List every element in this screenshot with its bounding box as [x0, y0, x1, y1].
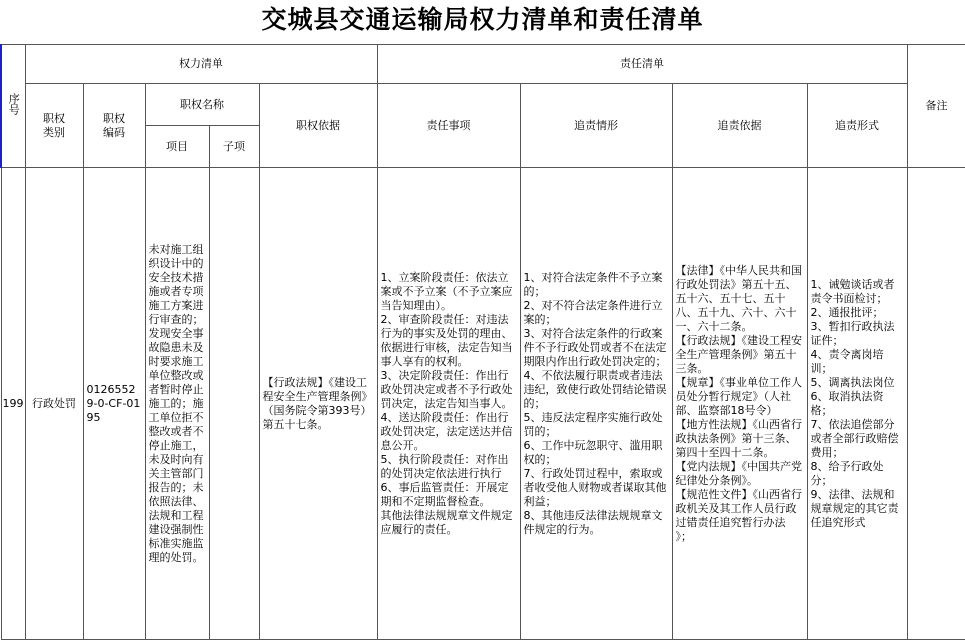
row-item-cell [145, 168, 209, 640]
row-accountability-form-cell [807, 168, 907, 640]
basis-header: 职权依据 [259, 84, 377, 168]
remarks-header: 备注 [907, 45, 965, 168]
row-item: 未对施工组织设计中的安全技术措施或者专项施工方案进行审查的；发现安全事故隐患未及时要求施工单位整改或者暂时停止施工的；施工单位拒不整改或者不停止施工，未及时向有关主管部门报告的；未依照法律、法规和工程建设强制性标准实施监理的处罚。 [148, 242, 204, 564]
row-circumstance: 1、对符合法定条件不予立案的； 2、对不符合法定条件进行立案的； 3、对符合法定条件的行政案件不予行政处罚或者不在法定期限内作出行政处罚决定的； 4、不依法履行职责或者违法违纪，致使行政处罚结论错误的； 5、违反法定程序实施行政处罚的； 6、工作中玩忽职守、滥用职权的； 7、行政处罚过程中，索取或者收受他人财物或者谋取其他利益； 8、其他违反法律法规规章文件规定的行为。 [523, 270, 667, 536]
table-row [1, 168, 965, 640]
row-code-cell [83, 168, 145, 640]
row-circumstance-cell [520, 168, 672, 640]
category-header: 职权 类别 [25, 84, 83, 168]
code-header: 职权 编码 [83, 84, 145, 168]
page-title: 交城县交通运输局权力清单和责任清单 [261, 5, 704, 34]
responsibility-list-header: 责任清单 [377, 45, 907, 84]
accountability-basis-header: 追责依据 [672, 84, 807, 168]
subitem-header: 子项 [209, 126, 259, 168]
row-accountability-basis: 【法律】《中华人民共和国行政处罚法》第五十五、五十六、五十七、五十八、五十九、六十、六十一、六十二条。 【行政法规】《建设工程安全生产管理条例》第五十三条。 【规章】《事业单位工作人员处分暂行规定》（人社部、监察部18号令） 【地方性法规】《山西省行政执法条例》第十三条、第四十至四十二条。 【党内法规】《中国共产党纪律处分条例》。 【规范性文件】《山西省行政机关及其工作人员行政过错责任追究暂行办法 》； [675, 263, 802, 543]
row-category: 行政处罚 [25, 168, 83, 640]
row-remarks [907, 168, 965, 640]
row-accountability-basis-cell [672, 168, 807, 640]
circumstance-header: 追责情形 [520, 84, 672, 168]
row-basis-cell [259, 168, 377, 640]
accountability-form-header: 追责形式 [807, 84, 907, 168]
row-seq: 199 [1, 168, 25, 640]
responsibility-table [0, 44, 965, 640]
name-header: 职权名称 [145, 84, 259, 126]
row-code: 01265529-0-CF-0195 [86, 382, 141, 424]
row-duty-cell [377, 168, 520, 640]
item-header: 项目 [145, 126, 209, 168]
row-basis: 【行政法规】《建设工程安全生产管理条例》（国务院令第393号）第五十七条。 [262, 375, 373, 431]
row-accountability-form: 1、诫勉谈话或者责令书面检讨； 2、通报批评； 3、暂扣行政执法证件； 4、责令离岗培训； 5、调离执法岗位 6、取消执法资格； 7、依法追偿部分或者全部行政赔偿费用； 8、给予行政处分； 9、法律、法规和规章规定的其它责任追究形式 [810, 277, 899, 529]
row-subitem [209, 168, 259, 640]
power-list-header: 权力清单 [25, 45, 377, 84]
seq-header: 序号 [1, 45, 25, 168]
duty-header: 责任事项 [377, 84, 520, 168]
row-duty: 1、立案阶段责任：依法立案或不予立案（不予立案应当告知理由）。 2、审查阶段责任：对违法行为的事实及处罚的理由、依据进行审核，法定告知当事人享有的权利。 3、决定阶段责任：作出行政处罚决定或者不予行政处罚决定，法定告知当事人。 4、送达阶段责任：作出行政处罚决定，法定送达并信息公开。 5、执行阶段责任：对作出的处罚决定依法进行执行 6、事后监管责任：开展定期和不定期监督检查。 其他法律法规规章文件规定应履行的责任。 [380, 270, 513, 536]
